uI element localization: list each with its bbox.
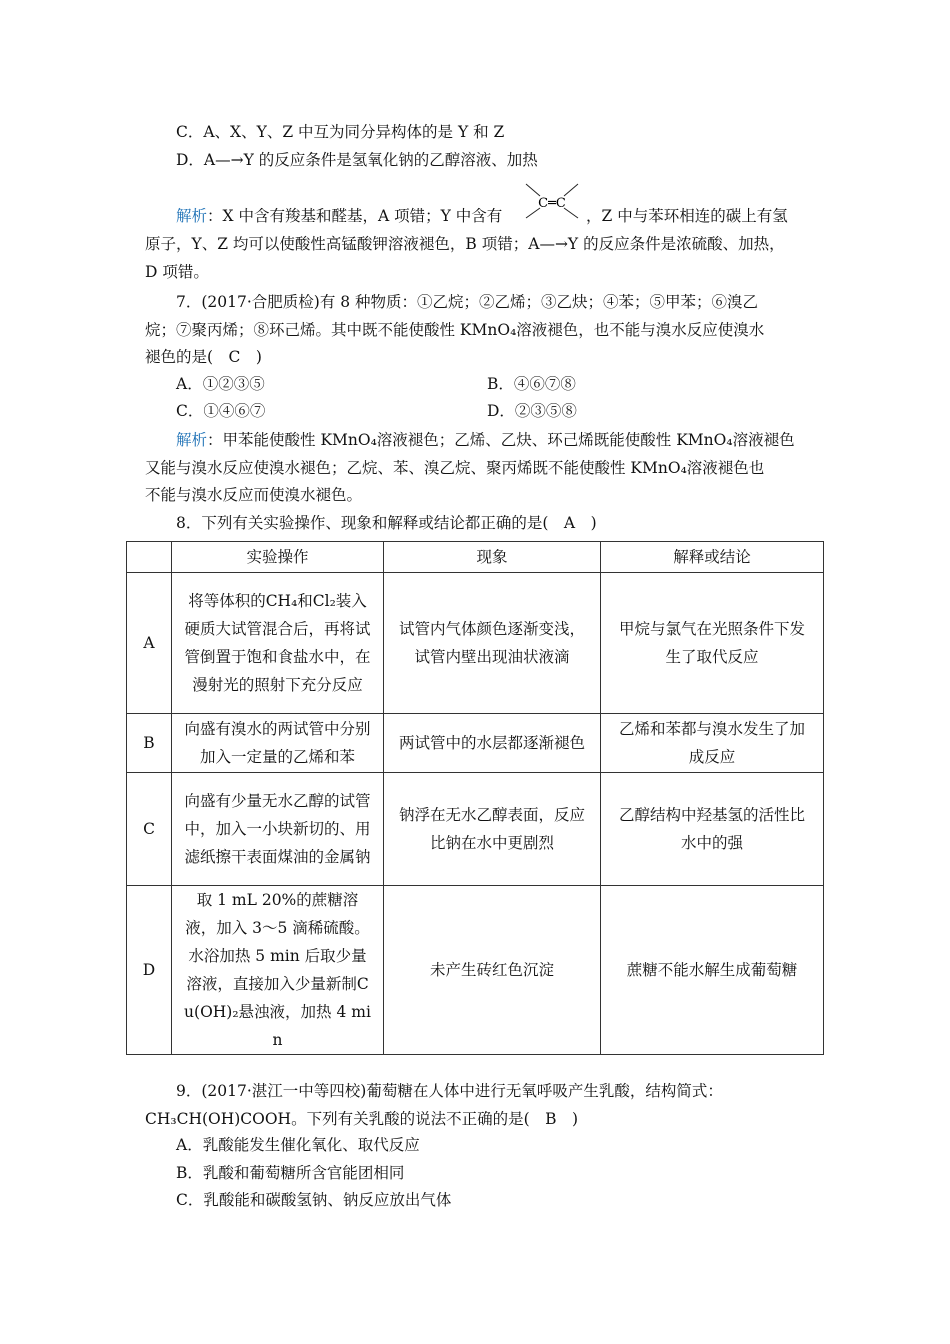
table-row xyxy=(127,773,824,886)
alkene-structure-label: C═C xyxy=(538,196,566,211)
table-row xyxy=(127,886,824,1055)
cell-conclusion: 甲烷与氯气在光照条件下发生了取代反应 xyxy=(601,573,824,714)
q9-option-a: A．乳酸能发生催化氧化、取代反应 xyxy=(176,1136,420,1154)
cell-phenomenon: 两试管中的水层都逐渐褪色 xyxy=(384,714,601,773)
table-header-conclusion: 解释或结论 xyxy=(601,542,824,573)
q9-option-c: C．乳酸能和碳酸氢钠、钠反应放出气体 xyxy=(176,1191,452,1209)
q6-option-c: C．A、X、Y、Z 中互为同分异构体的是 Y 和 Z xyxy=(176,123,505,141)
cell-operation: 取 1 mL 20%的蔗糖溶液，加入 3～5 滴稀硫酸。水浴加热 5 min 后取少量溶液，直接加入少量新制Cu(OH)₂悬浊液，加热 4 min xyxy=(172,886,384,1055)
q7-option-a: A．①②③⑤ xyxy=(176,375,265,393)
q6-analysis-line3: D 项错。 xyxy=(145,263,209,281)
q9-stem-line2: CH₃CH(OH)COOH。下列有关乳酸的说法不正确的是( B ) xyxy=(145,1110,579,1128)
analysis-label: 解析 xyxy=(176,431,208,449)
row-label: C xyxy=(127,773,172,886)
q7-analysis-line2: 又能与溴水反应使溴水褪色；乙烷、苯、溴乙烷、聚丙烯既不能使酸性 KMnO₄溶液褪色也 xyxy=(145,459,765,477)
alkene-structure xyxy=(522,180,582,224)
cell-phenomenon: 未产生砖红色沉淀 xyxy=(384,886,601,1055)
q7-analysis-line3: 不能与溴水反应而使溴水褪色。 xyxy=(145,486,363,504)
cell-operation: 向盛有少量无水乙醇的试管中，加入一小块新切的、用滤纸擦干表面煤油的金属钠 xyxy=(172,773,384,886)
q7-option-b: B．④⑥⑦⑧ xyxy=(487,375,576,393)
q8-table xyxy=(126,541,824,1055)
q6-analysis-line1 xyxy=(176,202,502,230)
table-header-row xyxy=(127,542,824,573)
cell-conclusion: 蔗糖不能水解生成葡萄糖 xyxy=(601,886,824,1055)
q8-stem: 8．下列有关实验操作、现象和解释或结论都正确的是( A ) xyxy=(176,514,597,532)
q6-analysis-line2: 原子，Y、Z 均可以使酸性高锰酸钾溶液褪色，B 项错；A—→Y 的反应条件是浓硫酸、加热， xyxy=(145,235,785,253)
q6-analysis-line1b: ，Z 中与苯环相连的碳上有氢 xyxy=(586,207,788,225)
q9-stem-line1: 9．(2017·湛江一中等四校)葡萄糖在人体中进行无氧呼吸产生乳酸，结构简式： xyxy=(176,1082,723,1100)
table-header-blank xyxy=(127,542,172,573)
cell-phenomenon: 钠浮在无水乙醇表面，反应比钠在水中更剧烈 xyxy=(384,773,601,886)
q6-option-d: D．A—→Y 的反应条件是氢氧化钠的乙醇溶液、加热 xyxy=(176,151,538,169)
q7-stem-line3: 褪色的是( C ) xyxy=(145,348,262,366)
q7-stem-line2: 烷；⑦聚丙烯；⑧环己烯。其中既不能使酸性 KMnO₄溶液褪色，也不能与溴水反应使溴水 xyxy=(145,321,765,339)
q7-stem-line1: 7．(2017·合肥质检)有 8 种物质：①乙烷；②乙烯；③乙炔；④苯；⑤甲苯；⑥溴乙 xyxy=(176,293,759,311)
q7-option-c: C．①④⑥⑦ xyxy=(176,402,266,420)
q9-option-b: B．乳酸和葡萄糖所含官能团相同 xyxy=(176,1164,405,1182)
q7-analysis-text: ：甲苯能使酸性 KMnO₄溶液褪色；乙烯、乙炔、环己烯既能使酸性 KMnO₄溶液褪色 xyxy=(207,431,795,449)
q6-analysis-text-a: ：X 中含有羧基和醛基，A 项错；Y 中含有 xyxy=(207,207,503,225)
cell-operation: 向盛有溴水的两试管中分别加入一定量的乙烯和苯 xyxy=(172,714,384,773)
cell-operation: 将等体积的CH₄和Cl₂装入硬质大试管混合后，再将试管倒置于饱和食盐水中，在漫射光的照射下充分反应 xyxy=(172,573,384,714)
table-row xyxy=(127,714,824,773)
cell-phenomenon: 试管内气体颜色逐渐变浅，试管内壁出现油状液滴 xyxy=(384,573,601,714)
q7-analysis-line1 xyxy=(176,426,795,454)
row-label: D xyxy=(127,886,172,1055)
table-row xyxy=(127,573,824,714)
table-header-phenomenon: 现象 xyxy=(384,542,601,573)
q7-option-d: D．②③⑤⑧ xyxy=(487,402,577,420)
row-label: B xyxy=(127,714,172,773)
row-label: A xyxy=(127,573,172,714)
cell-conclusion: 乙醇结构中羟基氢的活性比水中的强 xyxy=(601,773,824,886)
cell-conclusion: 乙烯和苯都与溴水发生了加成反应 xyxy=(601,714,824,773)
analysis-label: 解析 xyxy=(176,207,208,225)
table-header-operation: 实验操作 xyxy=(172,542,384,573)
